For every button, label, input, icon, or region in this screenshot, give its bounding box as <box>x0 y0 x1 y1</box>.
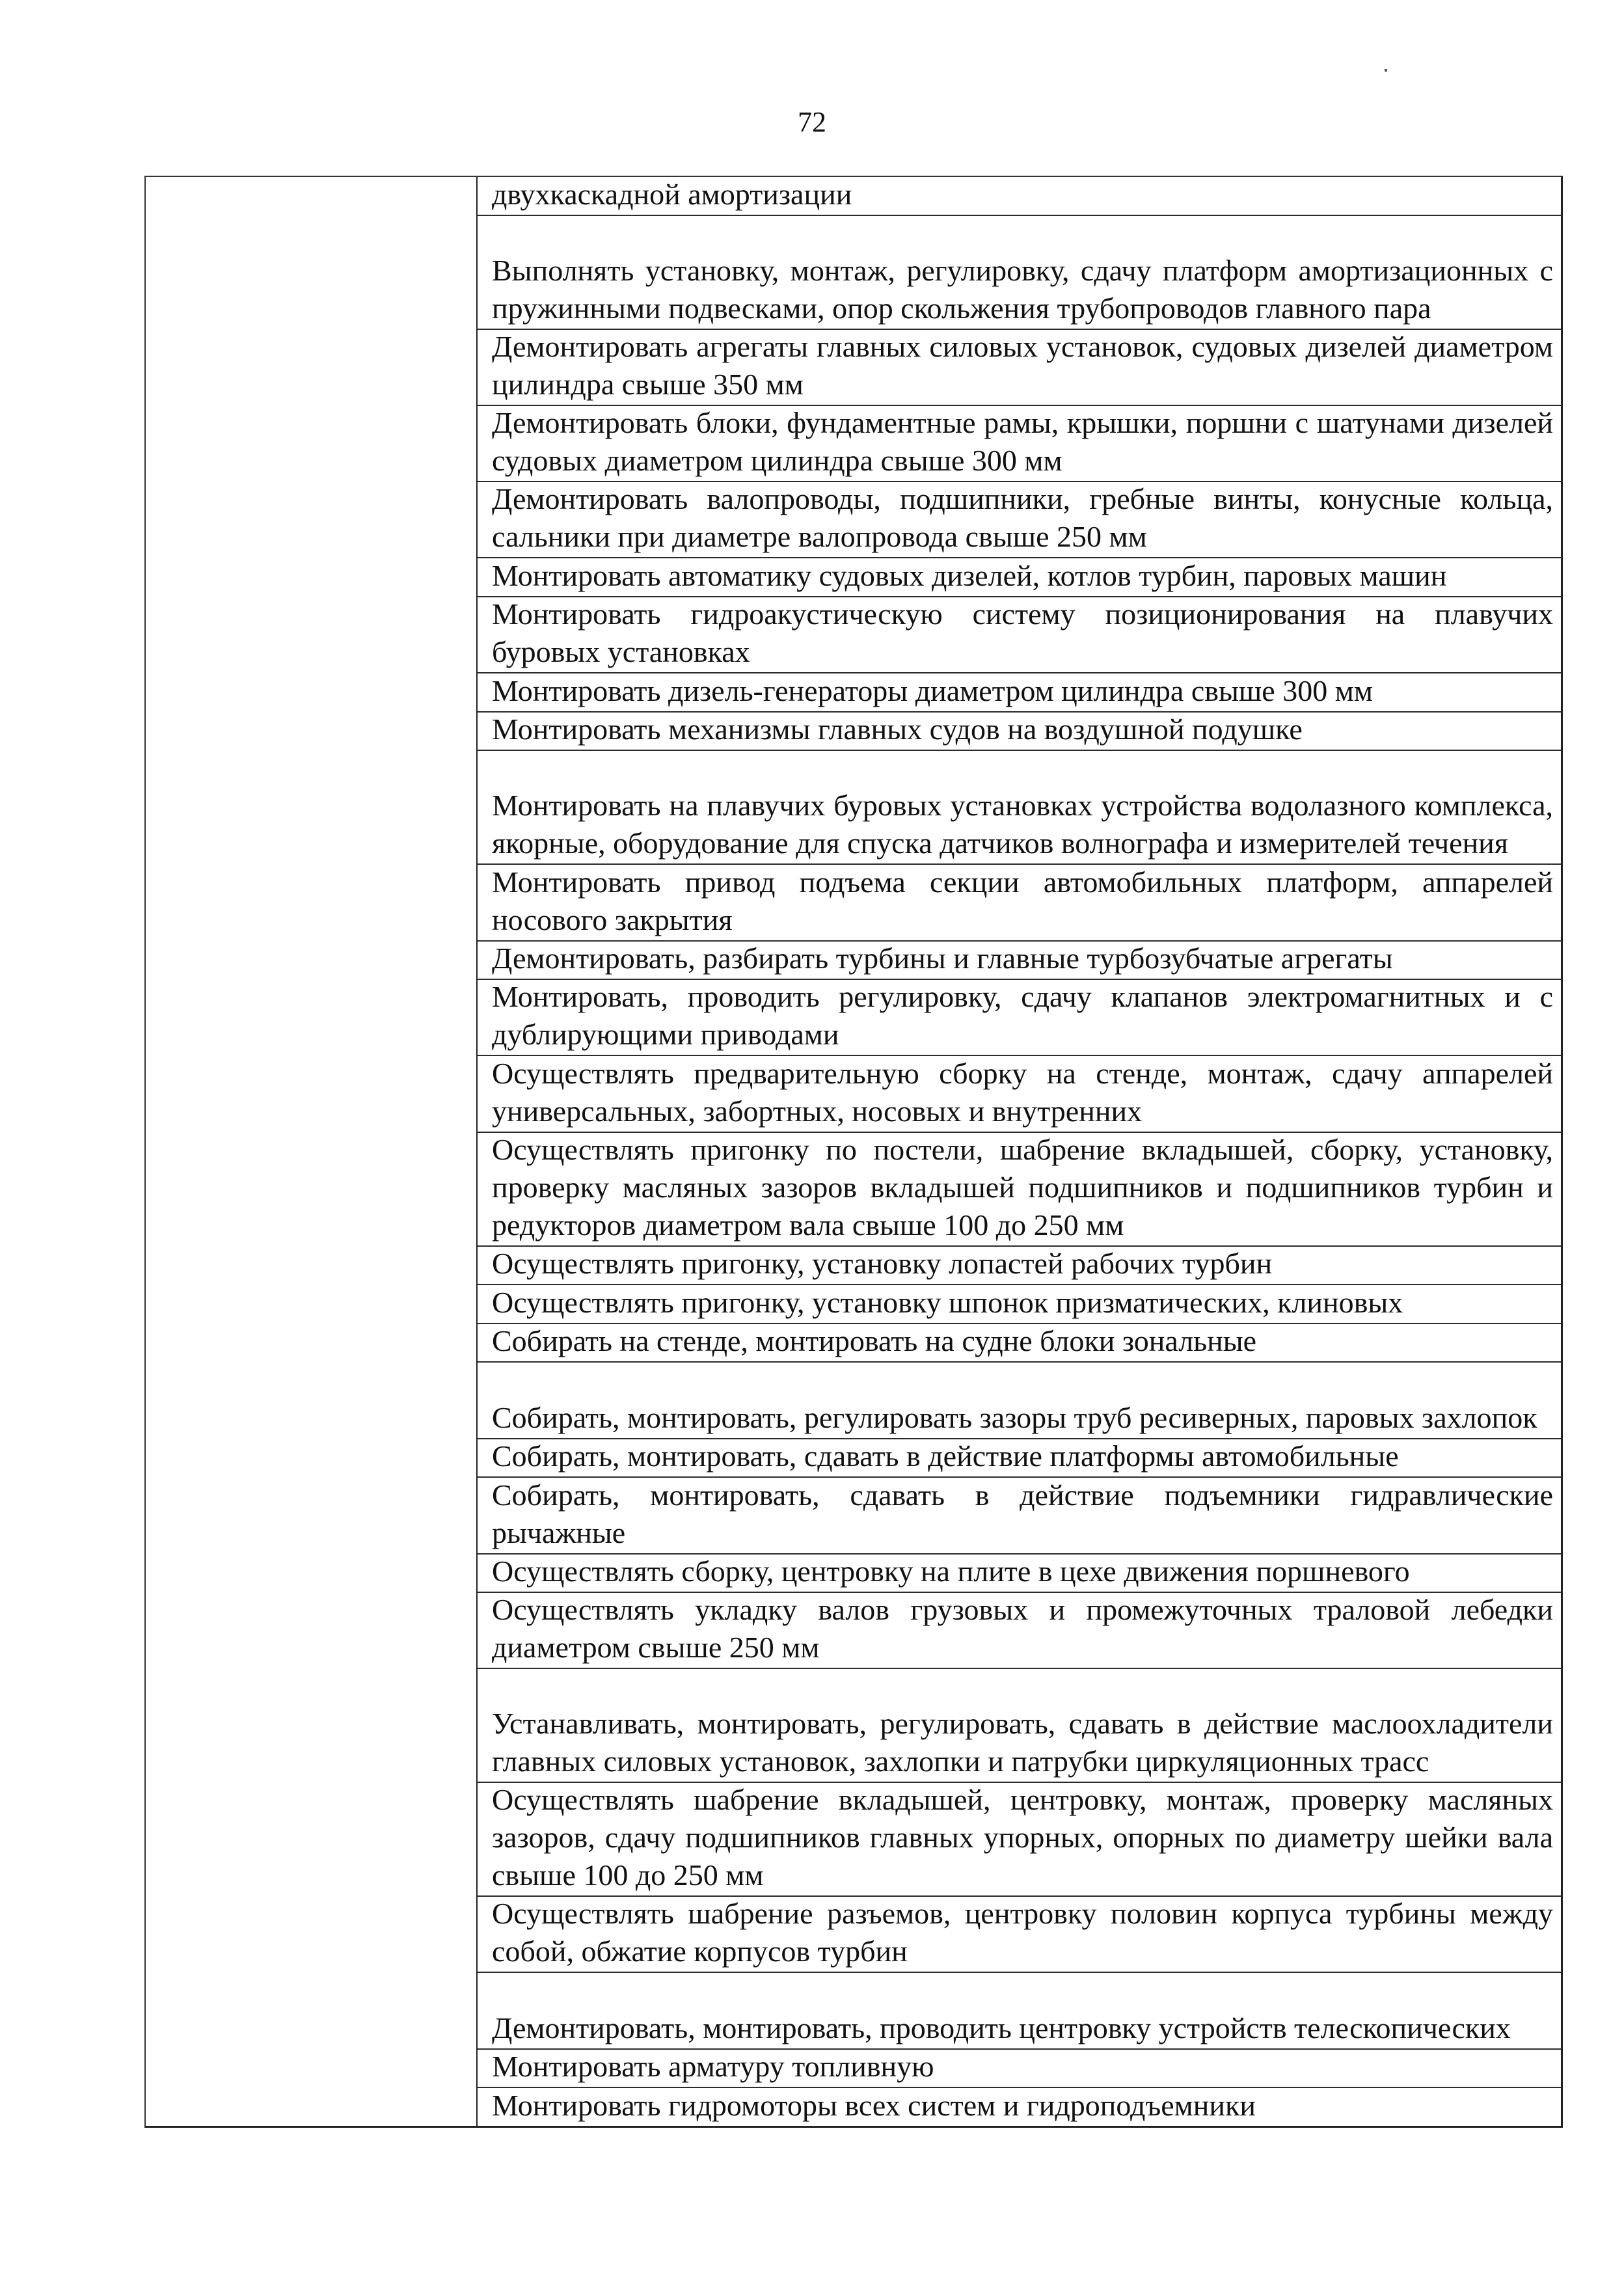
table-row <box>478 2050 1561 2089</box>
table-row <box>478 1783 1561 1897</box>
table-row-text: Монтировать привод подъема секции автомобильных платформ, аппарелей носового закрытия <box>492 865 1553 936</box>
table-row <box>478 942 1561 981</box>
left-column-cell <box>146 177 478 2126</box>
table-row <box>478 1973 1561 2049</box>
table-row <box>478 673 1561 713</box>
page-number: 72 <box>798 106 826 138</box>
table-row-text: Монтировать арматуру топливную <box>492 2050 934 2084</box>
table-row-text: Собирать, монтировать, сдавать в действие подъемники гидравлические рычажные <box>492 1478 1553 1549</box>
table-row-text: Собирать, монтировать, сдавать в действие платформы автомобильные <box>492 1439 1399 1473</box>
table-row-text: Монтировать механизмы главных судов на воздушной подушке <box>492 713 1303 746</box>
table-row-text: Собирать на стенде, монтировать на судне блоки зональные <box>492 1324 1257 1358</box>
table-row-text: Монтировать гидромоторы всех систем и гидроподъемники <box>492 2088 1256 2122</box>
table-row <box>478 1285 1561 1324</box>
table-row-text: Монтировать гидроакустическую систему позиционирования на плавучих буровых установках <box>492 597 1553 669</box>
table-row-text: Устанавливать, монтировать, регулировать, сдавать в действие маслоохладители главных силовых установок, захлопки и патрубки циркуляционных трасс <box>492 1707 1553 1778</box>
table-row-text: Демонтировать блоки, фундаментные рамы, крышки, поршни с шатунами дизелей судовых диаметром цилиндра свыше 300 мм <box>492 406 1553 477</box>
table-row-text: Осуществлять пригонку, установку шпонок призматических, клиновых <box>492 1285 1403 1319</box>
table-row-text: Монтировать на плавучих буровых установках устройства водолазного комплекса, якорные, оборудование для спуска датчиков волнографа и измерителей течения <box>492 789 1553 860</box>
table-row <box>478 597 1561 673</box>
table-row-text: Осуществлять предварительную сборку на стенде, монтаж, сдачу аппарелей универсальных, забортных, носовых и внутренних <box>492 1056 1553 1128</box>
table-row <box>478 751 1561 865</box>
table-row-text: Собирать, монтировать, регулировать зазоры труб ресиверных, паровых захлопок <box>492 1400 1537 1434</box>
table-row <box>478 1669 1561 1783</box>
table-row <box>478 1439 1561 1478</box>
table-row <box>478 216 1561 330</box>
table-row <box>478 330 1561 406</box>
table-row-text: Осуществлять пригонку, установку лопастей рабочих турбин <box>492 1247 1273 1281</box>
table-row <box>478 980 1561 1056</box>
table-row <box>478 1555 1561 1594</box>
requirements-table <box>144 176 1563 2128</box>
table-row <box>478 1324 1561 1363</box>
table-row <box>478 713 1561 752</box>
table-row <box>478 558 1561 597</box>
table-row-text: Осуществлять шабрение вкладышей, центровку, монтаж, проверку масляных зазоров, сдачу подшипников главных упорных, опорных по диаметру шейки вала свыше 100 до 250 мм <box>492 1783 1553 1892</box>
scan-speck <box>1385 69 1387 72</box>
table-row-text: Монтировать, проводить регулировку, сдачу клапанов электромагнитных и с дублирующими приводами <box>492 980 1553 1052</box>
table-row-text: двухкаскадной амортизации <box>492 177 852 211</box>
table-row-text: Осуществлять шабрение разъемов, центровку половин корпуса турбины между собой, обжатие корпусов турбин <box>492 1897 1553 1968</box>
table-row-text: Осуществлять укладку валов грузовых и промежуточных траловой лебедки диаметром свыше 250 мм <box>492 1593 1553 1664</box>
table-row <box>478 2088 1561 2126</box>
table-row-text: Осуществлять сборку, центровку на плите в цехе движения поршневого <box>492 1555 1410 1588</box>
table-row-text: Выполнять установку, монтаж, регулировку, сдачу платформ амортизационных с пружинными подвесками, опор скольжения трубопроводов главного пара <box>492 253 1553 325</box>
table-row <box>478 1056 1561 1132</box>
table-row-text: Монтировать дизель-генераторы диаметром цилиндра свыше 300 мм <box>492 673 1373 707</box>
table-row <box>478 1897 1561 1973</box>
table-row <box>478 406 1561 482</box>
table-row-text: Монтировать автоматику судовых дизелей, котлов турбин, паровых машин <box>492 558 1447 592</box>
table-row-text: Демонтировать агрегаты главных силовых установок, судовых дизелей диаметром цилиндра свыше 350 мм <box>492 329 1553 401</box>
table-row <box>478 1593 1561 1669</box>
task-list-column <box>478 177 1561 2126</box>
table-row-text: Демонтировать, монтировать, проводить центровку устройств телескопических <box>492 2011 1511 2044</box>
table-row-text: Демонтировать валопроводы, подшипники, гребные винты, конусные кольца, сальники при диаметре валопровода свыше 250 мм <box>492 482 1553 554</box>
table-row-text: Демонтировать, разбирать турбины и главные турбозубчатые агрегаты <box>492 942 1393 975</box>
table-row <box>478 177 1561 216</box>
table-row <box>478 1133 1561 1247</box>
table-row <box>478 1363 1561 1439</box>
table-row-text: Осуществлять пригонку по постели, шабрение вкладышей, сборку, установку, проверку масляных зазоров вкладышей подшипников и подшипников турбин и редукторов диаметром вала свыше 100 до 250 мм <box>492 1132 1553 1242</box>
table-row <box>478 865 1561 941</box>
table-row <box>478 1247 1561 1286</box>
table-row <box>478 482 1561 558</box>
table-row <box>478 1478 1561 1554</box>
